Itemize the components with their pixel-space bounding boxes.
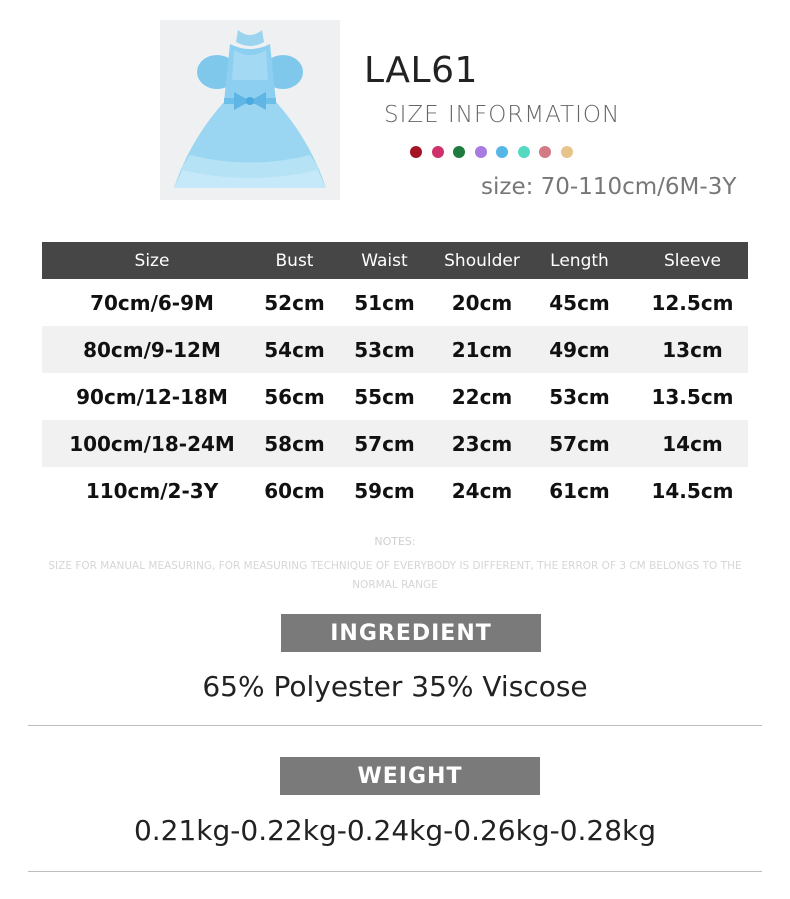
header-sleeve: Sleeve [664, 250, 721, 271]
product-image [160, 20, 340, 200]
cell-bust: 58cm [264, 431, 325, 456]
table-header [42, 242, 748, 279]
color-swatches [410, 146, 573, 158]
cell-shoulder: 21cm [451, 337, 513, 362]
table-row [42, 326, 748, 373]
cell-length: 53cm [549, 384, 610, 409]
cell-waist: 57cm [354, 431, 415, 456]
notes-body: SIZE FOR MANUAL MEASURING, FOR MEASURING TECHNIQUE OF EVERYBODY IS DIFFERENT, THE ERROR OF 3 CM BELONGS TO THE NORMAL RANGE [48, 560, 742, 591]
cell-bust: 52cm [264, 290, 325, 315]
color-swatch[interactable] [518, 146, 530, 158]
weight-label: WEIGHT [280, 757, 540, 795]
cell-sleeve: 12.5cm [651, 290, 734, 315]
header-bust: Bust [275, 250, 314, 271]
color-swatch[interactable] [475, 146, 487, 158]
table-row [42, 279, 748, 326]
cell-size: 110cm/2-3Y [85, 478, 219, 503]
cell-sleeve: 14cm [662, 431, 723, 456]
cell-bust: 56cm [264, 384, 325, 409]
cell-sleeve: 14.5cm [651, 478, 734, 503]
cell-waist: 51cm [354, 290, 415, 315]
table-row [42, 467, 748, 514]
weight-value: 0.21kg-0.22kg-0.24kg-0.26kg-0.28kg [133, 814, 657, 847]
cell-size: 70cm/6-9M [90, 290, 214, 315]
cell-shoulder: 20cm [451, 290, 513, 315]
header-size: Size [134, 250, 170, 271]
cell-size: 90cm/12-18M [76, 384, 228, 409]
cell-shoulder: 24cm [451, 478, 513, 503]
cell-size: 80cm/9-12M [83, 337, 221, 362]
header-length: Length [550, 250, 609, 271]
size-table [42, 242, 748, 514]
color-swatch[interactable] [496, 146, 508, 158]
header-waist: Waist [361, 250, 408, 271]
size-info-title: SIZE INFORMATION [384, 102, 621, 128]
cell-shoulder: 23cm [451, 431, 513, 456]
cell-length: 61cm [549, 478, 610, 503]
cell-bust: 54cm [264, 337, 325, 362]
cell-length: 57cm [549, 431, 610, 456]
cell-size: 100cm/18-24M [69, 431, 235, 456]
size-range: size: 70-110cm/6M-3Y [481, 174, 737, 200]
header-shoulder: Shoulder [444, 250, 520, 271]
cell-waist: 53cm [354, 337, 415, 362]
cell-sleeve: 13.5cm [651, 384, 734, 409]
dress-image [160, 20, 340, 200]
color-swatch[interactable] [432, 146, 444, 158]
ingredient-label: INGREDIENT [281, 614, 541, 652]
color-swatch[interactable] [410, 146, 422, 158]
cell-shoulder: 22cm [451, 384, 513, 409]
cell-length: 45cm [549, 290, 610, 315]
cell-sleeve: 13cm [662, 337, 723, 362]
cell-bust: 60cm [264, 478, 325, 503]
product-code: LAL61 [364, 50, 478, 91]
table-row [42, 373, 748, 420]
color-swatch[interactable] [539, 146, 551, 158]
color-swatch[interactable] [561, 146, 573, 158]
notes-title: NOTES: [374, 535, 416, 548]
table-row [42, 420, 748, 467]
cell-length: 49cm [549, 337, 610, 362]
cell-waist: 55cm [354, 384, 415, 409]
divider [28, 725, 762, 726]
color-swatch[interactable] [453, 146, 465, 158]
divider [28, 871, 762, 872]
ingredient-value: 65% Polyester 35% Viscose [202, 670, 588, 703]
cell-waist: 59cm [354, 478, 415, 503]
